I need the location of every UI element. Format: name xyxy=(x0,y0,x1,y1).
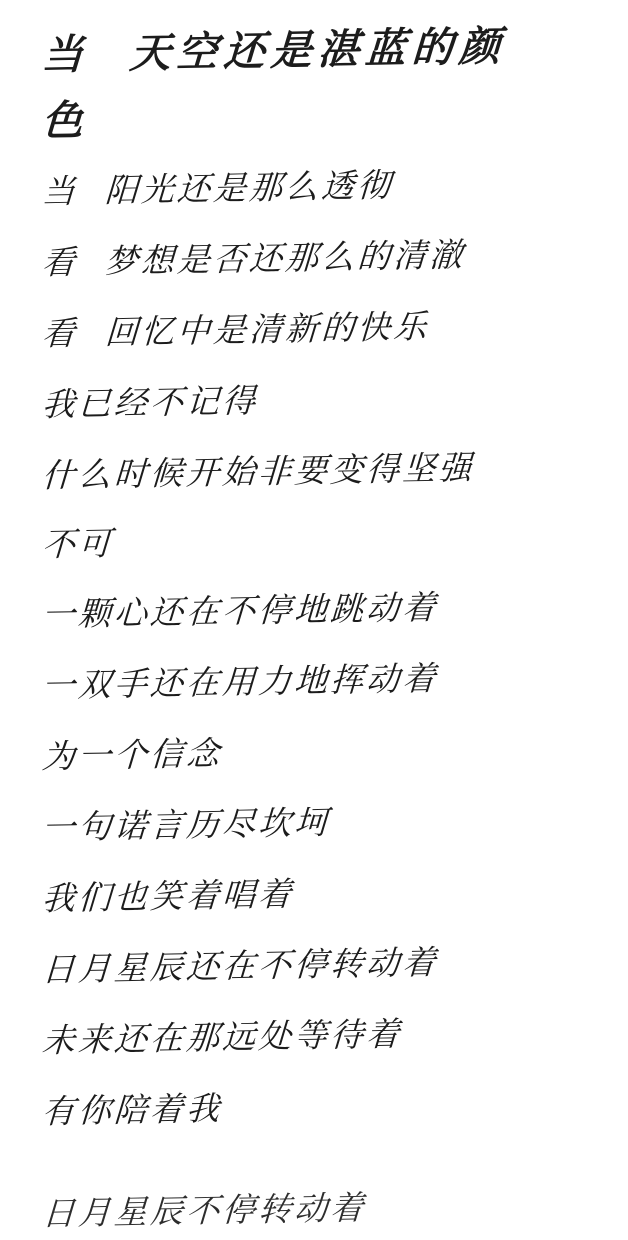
poem-line-6: 我已经不记得 xyxy=(41,380,260,424)
poem-line-12: 一句诺言历尽坎坷 xyxy=(41,802,332,847)
poem-line-7: 什么时候开始非要变得坚强 xyxy=(41,447,476,495)
poem-line-13: 我们也笑着唱着 xyxy=(41,874,296,918)
poem-clipped-line-container xyxy=(41,1187,626,1238)
poem-line-title-2: 色 xyxy=(40,96,91,145)
poem-text-block xyxy=(42,24,596,1147)
poem-line-title-1: 当 天空还是湛蓝的颜 xyxy=(40,22,508,79)
poem-line-5: 看 回忆中是清新的快乐 xyxy=(41,306,431,353)
poem-line-10: 一双手还在用力地挥动着 xyxy=(41,658,440,705)
poem-line-11: 为一个信念 xyxy=(41,733,224,776)
poem-line-9: 一颗心还在不停地跳动着 xyxy=(41,587,440,634)
poem-line-16: 有你陪着我 xyxy=(41,1088,224,1131)
poem-line-15: 未来还在那远处等待着 xyxy=(41,1014,404,1060)
poem-line-4: 看 梦想是否还那么的清澈 xyxy=(41,234,467,282)
poem-line-clipped: 日月星辰不停转动着 xyxy=(41,1187,368,1233)
poem-line-8: 不可 xyxy=(41,523,116,564)
poem-line-3: 当 阳光还是那么透彻 xyxy=(41,165,395,211)
poem-line-14: 日月星辰还在不停转动着 xyxy=(41,942,440,989)
